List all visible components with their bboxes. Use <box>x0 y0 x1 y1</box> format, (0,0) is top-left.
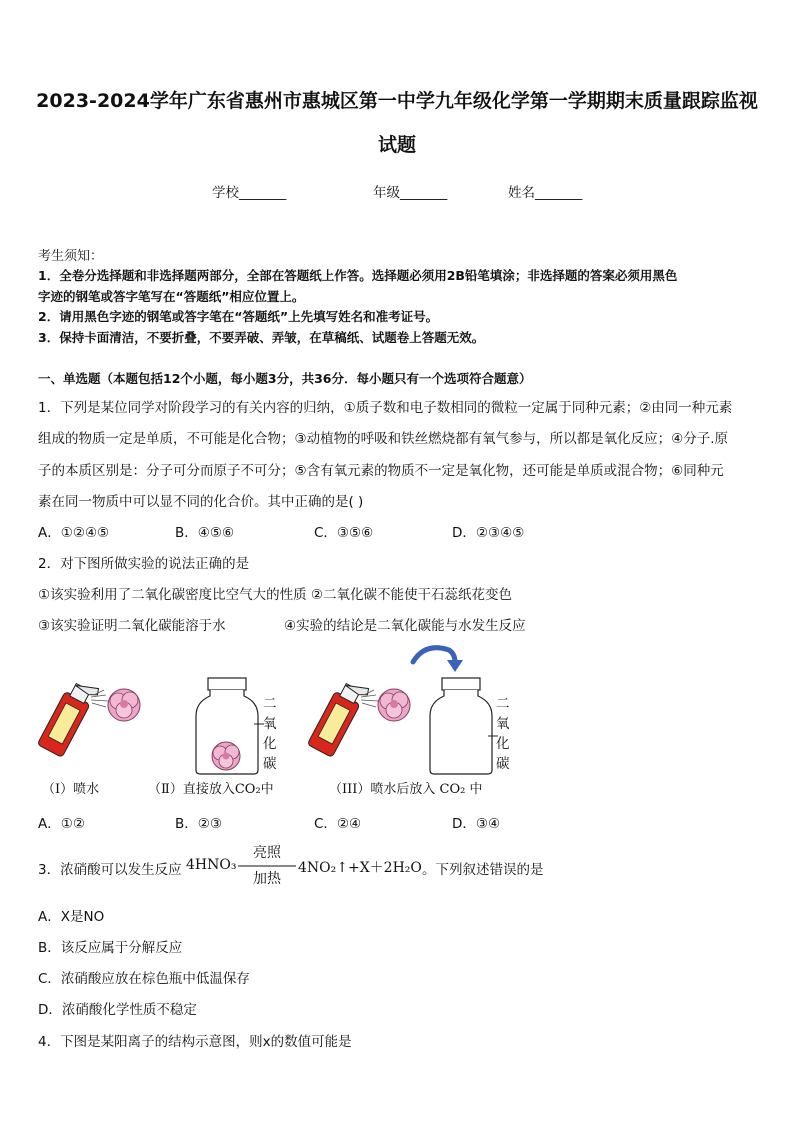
spray-bottle-figure-3 <box>306 665 426 765</box>
q3-option-b: B．该反应属于分解反应 <box>38 940 183 956</box>
spray-bottle-figure-1 <box>36 665 156 765</box>
q3-products: 4NO₂↑+X＋2H₂O <box>298 860 422 876</box>
notice-heading: 考生须知： <box>38 249 104 264</box>
q1-option-c: C．③⑤⑥ <box>314 525 374 541</box>
q2-statement: ③该实验证明二氧化碳能溶于水 <box>38 618 226 634</box>
q3-option-d: D．浓硝酸化学性质不稳定 <box>38 1002 197 1018</box>
q4-stem: 4．下图是某阳离子的结构示意图，则x的数值可能是 <box>38 1034 352 1050</box>
q1-line: 子的本质区别是：分子可分而原子不可分；⑤含有氧元素的物质不一定是氧化物，还可能是单质或混合物；⑥同种元 <box>38 463 724 479</box>
q2-option-b: B．②③ <box>175 816 222 832</box>
q3-option-c: C．浓硝酸应放在棕色瓶中低温保存 <box>38 971 250 987</box>
gas-label-3: 二 氧 化 碳 <box>496 696 510 772</box>
gas-label-2: 二 氧 化 碳 <box>263 696 277 772</box>
page-title: 2023-2024学年广东省惠州市惠城区第一中学九年级化学第一学期期末质量跟踪监视 <box>36 90 758 112</box>
notice-line: 3．保持卡面清洁，不要折叠，不要弄破、弄皱，在草稿纸、试题卷上答题无效。 <box>38 330 485 345</box>
q3-condition-above: 亮照 <box>253 845 281 861</box>
q1-line: 组成的物质一定是单质，不可能是化合物；③动植物的呼吸和铁丝燃烧都有氧气参与，所以都是氧化反应；④分子.原 <box>38 431 728 447</box>
q1-line: 素在同一物质中可以显不同的化合价。其中正确的是( ) <box>38 494 364 510</box>
q1-option-d: D．②③④⑤ <box>452 525 525 541</box>
q3-suffix: 。下列叙述错误的是 <box>422 862 544 878</box>
q2-option-d: D．③④ <box>452 816 501 832</box>
notice-line: 1．全卷分选择题和非选择题两部分，全部在答题纸上作答。选择题必须用2B铅笔填涂；非选择题的答案必须用黑色 <box>38 268 678 283</box>
notice-line: 字迹的钢笔或答字笔写在“答题纸”相应位置上。 <box>38 289 305 304</box>
name-field: 姓名_______ <box>508 185 583 201</box>
q3-option-a: A．X是NO <box>38 909 105 925</box>
q1-line: 1．下列是某位同学对阶段学习的有关内容的归纳，①质子数和电子数相同的微粒一定属于同种元素；②由同一种元素 <box>38 400 733 416</box>
gas-jar-figure-3 <box>426 676 496 776</box>
q1-option-a: A．①②④⑤ <box>38 525 110 541</box>
school-field: 学校_______ <box>212 185 287 201</box>
page-title-line2: 试题 <box>377 134 416 156</box>
q1-option-b: B．④⑤⑥ <box>175 525 235 541</box>
figure-caption-3: （III）喷水后放入 CO₂ 中 <box>329 782 483 797</box>
q2-option-c: C．②④ <box>314 816 362 832</box>
section-heading: 一、单选题（本题包括12个小题，每小题3分，共36分．每小题只有一个选项符合题意） <box>38 371 532 386</box>
q2-option-a: A．①② <box>38 816 85 832</box>
gas-jar-figure-2 <box>192 676 262 776</box>
notice-line: 2．请用黑色字迹的钢笔或答字笔在“答题纸”上先填写姓名和准考证号。 <box>38 309 439 324</box>
q3-prefix: 3．浓硝酸可以发生反应 <box>38 862 182 878</box>
q2-statement: ①该实验利用了二氧化碳密度比空气大的性质 ②二氧化碳不能使干石蕊纸花变色 <box>38 587 512 603</box>
q2-stem: 2．对下图所做实验的说法正确的是 <box>38 556 250 572</box>
grade-field: 年级_______ <box>373 185 448 201</box>
curved-arrow-icon <box>405 640 465 676</box>
q2-statement: ④实验的结论是二氧化碳能与水发生反应 <box>284 618 526 634</box>
figure-caption-2: （Ⅱ）直接放入CO₂中 <box>148 782 274 797</box>
figure-caption-1: （I）喷水 <box>42 782 100 797</box>
q3-condition-below: 加热 <box>253 871 281 887</box>
q3-reactant: 4HNO₃ <box>186 857 237 873</box>
